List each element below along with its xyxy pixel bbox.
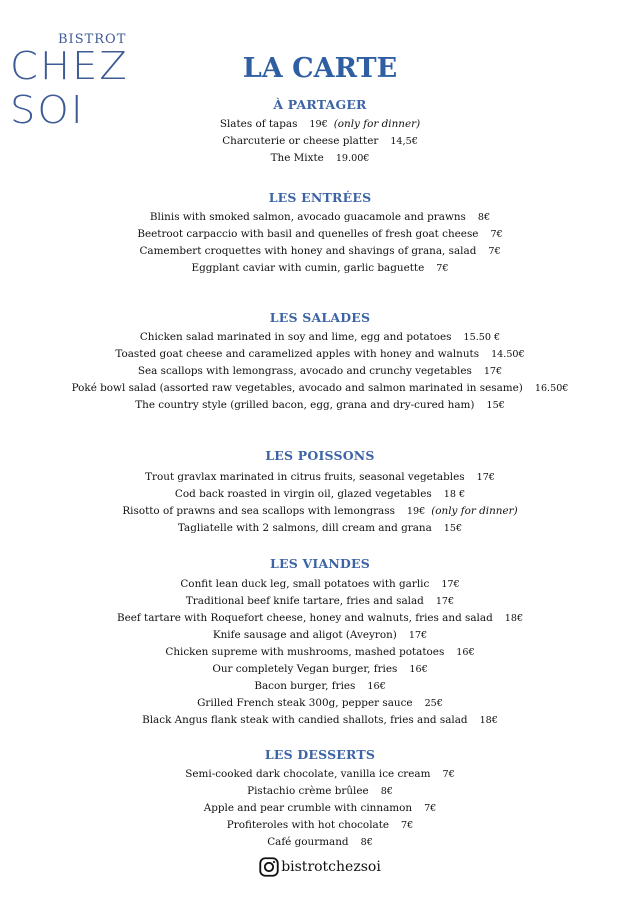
menu-item: Beef tartare with Roquefort cheese, honey and walnuts, fries and salad 18€: [116, 612, 524, 624]
menu-item: Chicken salad marinated in soy and lime, egg and potatoes 15.50 €: [139, 331, 501, 343]
menu-item: Tagliatelle with 2 salmons, dill cream and grana 15€: [177, 522, 463, 534]
section-entrees: [0, 190, 640, 277]
menu-item: The Mixte 19.00€: [270, 152, 370, 164]
menu-item: Profiteroles with hot chocolate 7€: [226, 819, 414, 831]
menu-item: Our completely Vegan burger, fries 16€: [212, 663, 428, 675]
menu-item: Knife sausage and aligot (Aveyron) 17€: [212, 629, 428, 641]
section-salades: [0, 310, 640, 414]
menu-item: Beetroot carpaccio with basil and quenelles of fresh goat cheese 7€: [137, 228, 503, 240]
menu-item: Traditional beef knife tartare, fries and salad 17€: [185, 595, 455, 607]
menu-item: Pistachio crème brûlee 8€: [247, 785, 393, 797]
menu-list: [0, 209, 640, 277]
menu-item: Chicken supreme with mushrooms, mashed potatoes 16€: [165, 646, 475, 658]
menu-item: Blinis with smoked salmon, avocado guacamole and prawns 8€: [149, 211, 491, 223]
menu-item: Grilled French steak 300g, pepper sauce 25€: [197, 697, 443, 709]
menu-item: Poké bowl salad (assorted raw vegetables, avocado and salmon marinated in sesame) 16.50€: [71, 382, 569, 394]
section-heading: LES VIANDES: [270, 556, 370, 571]
section-heading: LES SALADES: [269, 310, 371, 325]
section-desserts: [0, 747, 640, 851]
menu-list: [0, 116, 640, 167]
instagram-icon: [259, 857, 279, 877]
section-heading: LES POISSONS: [265, 448, 375, 463]
menu-item: Café gourmand 8€: [267, 836, 373, 848]
menu-item: Black Angus flank steak with candied shallots, fries and salad 18€: [142, 714, 498, 726]
instagram-link[interactable]: [0, 857, 640, 877]
logo-subtitle: BISTROT: [58, 32, 127, 47]
section-heading: LES DESSERTS: [264, 747, 376, 762]
menu-item: Slates of tapas 19€ (only for dinner): [219, 118, 421, 130]
menu-item: Trout gravlax marinated in citrus fruits, seasonal vegetables 17€: [145, 471, 495, 483]
menu-list: [0, 329, 640, 414]
section-viandes: [0, 556, 640, 729]
page-title: LA CARTE: [242, 53, 398, 84]
section-heading: LES ENTRÉES: [268, 190, 372, 205]
menu-item: Risotto of prawns and sea scallops with lemongrass 19€ (only for dinner): [122, 505, 518, 517]
menu-item: Confit lean duck leg, small potatoes with garlic 17€: [180, 578, 460, 590]
menu-list: [0, 576, 640, 729]
menu-item: Eggplant caviar with cumin, garlic baguette 7€: [191, 262, 449, 274]
menu-item: Sea scallops with lemongrass, avocado and crunchy vegetables 17€: [137, 365, 503, 377]
menu-item: Apple and pear crumble with cinnamon 7€: [203, 802, 437, 814]
menu-item: Bacon burger, fries 16€: [254, 680, 386, 692]
menu-item: Semi-cooked dark chocolate, vanilla ice cream 7€: [185, 768, 455, 780]
menu-item: Charcuterie or cheese platter 14,5€: [222, 135, 418, 147]
section-a-partager: [0, 97, 640, 167]
instagram-handle: bistrotchezsoi: [281, 859, 381, 875]
menu-list: [0, 469, 640, 537]
section-poissons: [0, 448, 640, 537]
menu-item: Toasted goat cheese and caramelized apples with honey and walnuts 14.50€: [115, 348, 525, 360]
menu-item: The country style (grilled bacon, egg, grana and dry-cured ham) 15€: [135, 399, 505, 411]
logo-name: CHEZ SOI: [10, 44, 129, 132]
menu-item: Camembert croquettes with honey and shavings of grana, salad 7€: [139, 245, 501, 257]
section-heading: À PARTAGER: [273, 97, 367, 112]
menu-list: [0, 766, 640, 851]
menu-item: Cod back roasted in virgin oil, glazed vegetables 18 €: [174, 488, 466, 500]
